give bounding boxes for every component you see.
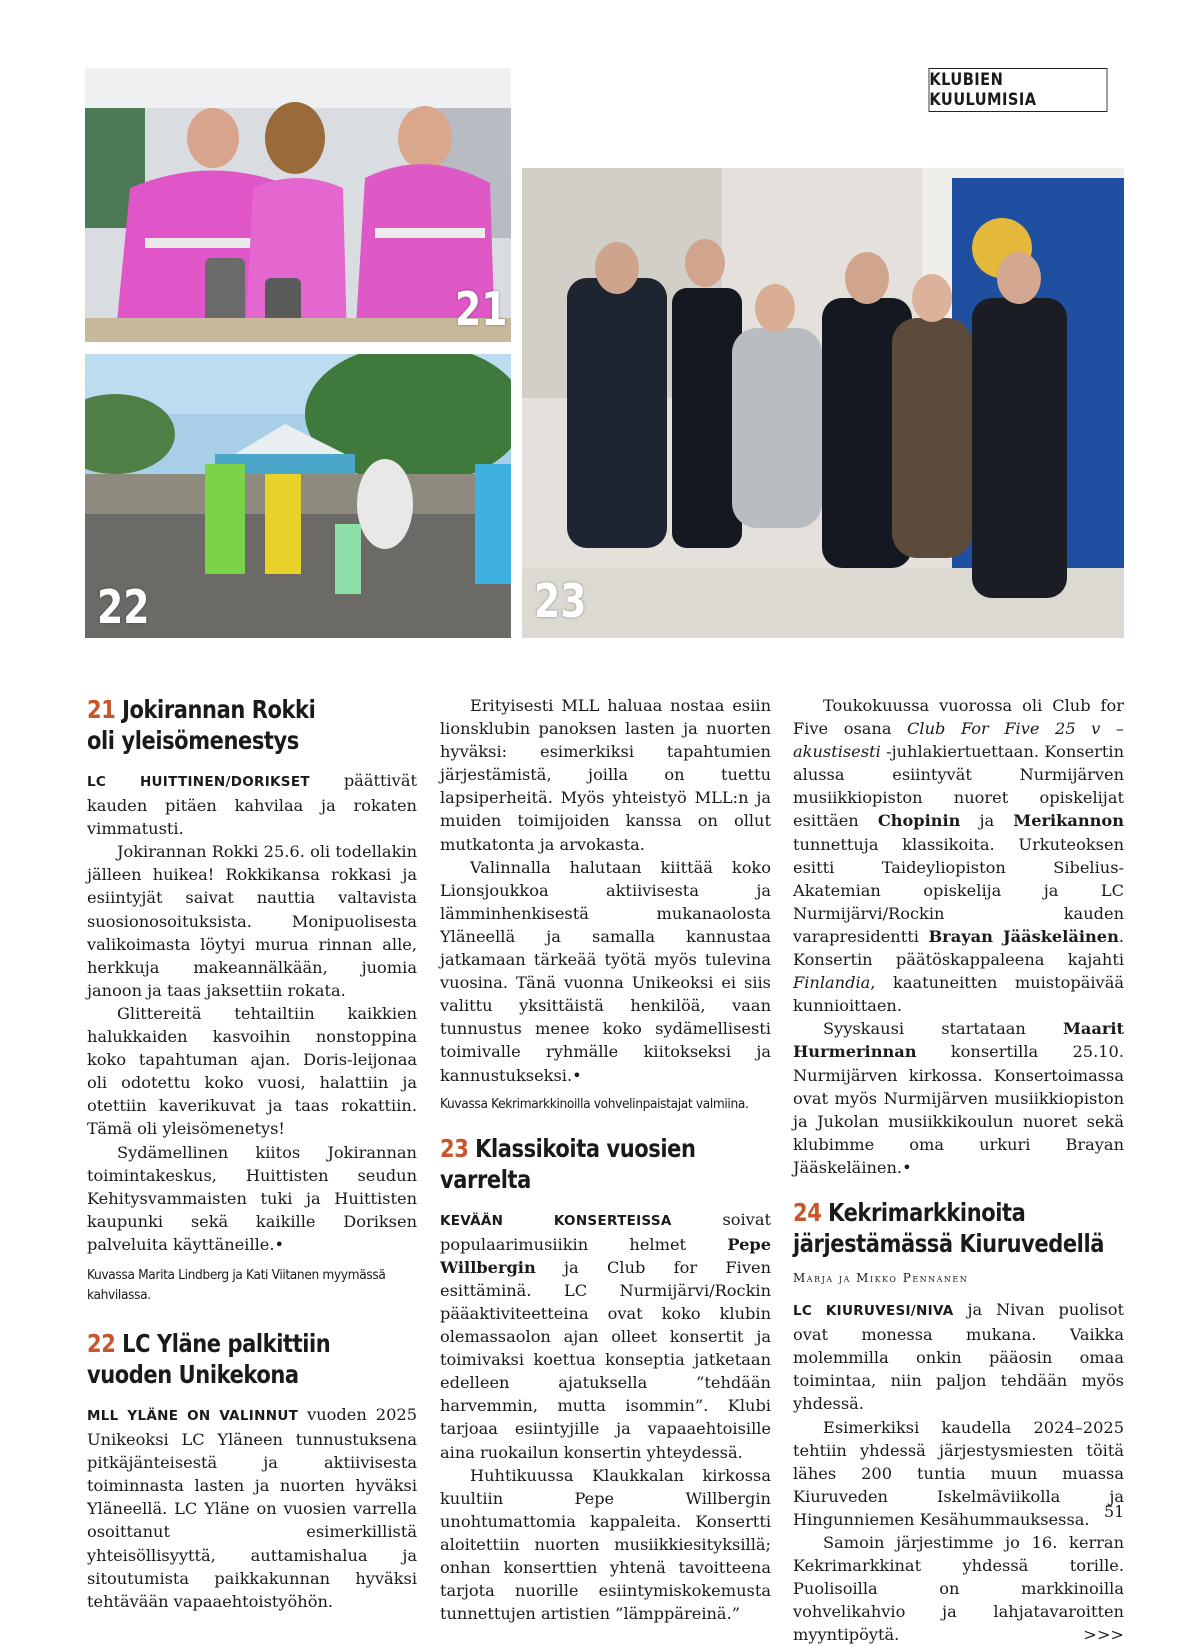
article-24-title: 24 Kekrimarkkinoita järjestämässä Kiuruvedellä xyxy=(793,1197,1104,1258)
article-21-caption: Kuvassa Marita Lindberg ja Kati Viitanen myymässä kahvilassa. xyxy=(87,1267,386,1303)
continue-marker: >>> xyxy=(1083,1625,1124,1645)
article-21-title: 21 Jokirannan Rokki oli yleisömenestys xyxy=(87,695,316,755)
article-22-p1: MLL YLÄNE ON VALINNUT vuoden 2025 Unikeoksi LC Yläneen tunnustuksena pitkäjänteisestä ja aktiivisesta toiminnasta lasten ja nuorten hyväksi Yläneellä. LC Yläne on vuosien varrella osoittanut esimerkillistä yhteisöllisyyttä, auttamishalua ja sitoutumista paikkakunnan hyväksi tehtävään vapaaehtoistyöhön. xyxy=(87,1404,417,1611)
page-number: 51 xyxy=(1104,1502,1125,1521)
article-24-p1: LC KIURUVESI/NIVA ja Nivan puolisot ovat monessa mukana. Vaikka molemmilla onkin pääosin omaa toimintaa, niin paljon tehdään myös yhdessä. xyxy=(793,1300,1124,1414)
photo-number: 22 xyxy=(97,580,150,634)
column-3 xyxy=(793,694,1124,1646)
photo-23 xyxy=(522,168,1124,638)
article-22-title: 22 LC Yläne palkittiin vuoden Unikekona xyxy=(87,1328,331,1389)
article-22-caption: Kuvassa Kekrimarkkinoilla vohvelinpaistajat valmiina. xyxy=(440,1096,749,1112)
article-21-p1: LC HUITTINEN/DORIKSET päättivät kauden pitäen kahvilaa ja rokaten vimmatusti. xyxy=(87,771,417,839)
article-21-p2: Jokirannan Rokki 25.6. oli todellakin jälleen huikea! Rokkikansa rokkasi ja esiintyjät saivat nauttia valtavista suosionosoituksista. Monipuolisesta valikoimasta löytyi murua rinnan alle, herkkuja makeannälkään, juomia janoon ja taas jaksettiin rokata. xyxy=(87,842,417,1000)
article-24-byline: Marja ja Mikko Pennanen xyxy=(793,1270,969,1285)
section-tag: KLUBIEN KUULUMISIA xyxy=(929,68,1108,112)
article-22-p2: Erityisesti MLL haluaa nostaa esiin lionsklubin panoksen lasten ja nuorten hyväksi: esimerkiksi tapahtumien järjestämistä, joilla on tuettu lapsiperheitä. Myös yhteistyö MLL:n ja muiden toimijoiden kanssa on ollut mutkatonta ja arvokasta. xyxy=(440,696,771,854)
photo-number: 23 xyxy=(534,574,587,628)
article-23-p1: KEVÄÄN KONSERTEISSA soivat populaarimusiikin helmet Pepe Willbergin ja Club for Fiven esittäminä. LC Nurmijärvi/Rockin pääaktiviteetteina ovat koko klubin olemassaolon ajan olleet konsertit ja toimivaksi koettua konseptia jatketaan edelleen ajatuksella ”tehdään harvemmin, mutta isommin”. Klubi tarjoaa esiintyjille ja vapaaehtoisille aina ruokailun konsertin yhteydessä. xyxy=(440,1209,771,1462)
column-2 xyxy=(440,694,771,1625)
photo-22 xyxy=(85,354,511,638)
photo-21 xyxy=(85,68,511,342)
article-23-p3: Toukokuussa vuorossa oli Club for Five osana Club For Five 25 v – akustisesti -juhlakiertuettaan. Konsertin alussa esiintyvät Nurmijärven musiikkiopiston nuoret opiskelijat esittäen Chopinin ja Merikannon tunnettuja klassikoita. Urkuteoksen esitti Taideyliopiston Sibelius-Akatemian opiskelija ja LC Nurmijärvi/Rockin kauden varapresidentti Brayan Jääskeläinen. Konsertin päätöskappaleena kajahti Finlandia, kaatuneitten muistopäivää kunnioittaen. xyxy=(793,696,1124,1016)
article-23-p2: Huhtikuussa Klaukkalan kirkossa kuultiin Pepe Willbergin unohtumattomia kappaleita. Konsertti aloitettiin nuorten musiikkiesityksillä; onhan konserttien yhtenä tavoitteena tarjota nuorille esiintymiskokemusta tunnettujen artistien ”lämppäreinä.” xyxy=(440,1465,771,1624)
article-24-p2: Esimerkiksi kaudella 2024–2025 tehtiin yhdessä järjestysmiesten töitä lähes 200 tuntia muun muassa Kiuruveden Iskelmäviikolla ja Hingunniemen Kesähummauksessa. xyxy=(793,1417,1124,1529)
photo-number: 21 xyxy=(455,282,508,336)
article-21-p4: Sydämellinen kiitos Jokirannan toimintakeskus, Huittisten seudun Kehitysvammaisten tuki ja Huittisten kaupunki sekä kaikille Doriksen palveluita käyttäneille.• xyxy=(87,1142,417,1254)
article-22-p3: Valinnalla halutaan kiittää koko Lionsjoukkoa aktiivisesta ja lämminhenkisestä mukanaolosta Yläneellä ja samalla kannustaa jatkamaan tärkeää työtä myös tulevina vuosina. Tänä vuonna Unikeoksi ei siis valittu yksittäistä henkilöä, vaan tunnustus menee koko sydämellisesti toimivalle ryhmälle kiitokseksi ja kannustukseksi.• xyxy=(440,857,771,1085)
article-23-title: 23 Klassikoita vuosien varrelta xyxy=(440,1133,696,1194)
article-24-p3: Samoin järjestimme jo 16. kerran Kekrimarkkinat yhdessä torille. Puolisoilla on markkinoilla vohvelikahvio ja lahjatavaroitten myyntipöytä. >>> xyxy=(793,1531,1124,1646)
article-23-p4: Syyskausi startataan Maarit Hurmerinnan konsertilla 25.10. Nurmijärven kirkossa. Konsertoimassa ovat myös Nurmijärven musiikkiopiston ja Jukolan musiikkikoulun nuoret sekä klubimme oma urkuri Brayan Jääskeläinen.• xyxy=(793,1019,1124,1177)
column-1 xyxy=(87,694,417,1613)
article-21-p3: Glittereitä tehtailtiin kaikkien halukkaiden kasvoihin nonstoppina koko tapahtuman ajan. Doris-leijonaa oli odotettu koko vuosi, halattiin ja otettiin kaverikuvat ja taas rokattiin. Tämä oli yleisömenetys! xyxy=(87,1003,417,1139)
